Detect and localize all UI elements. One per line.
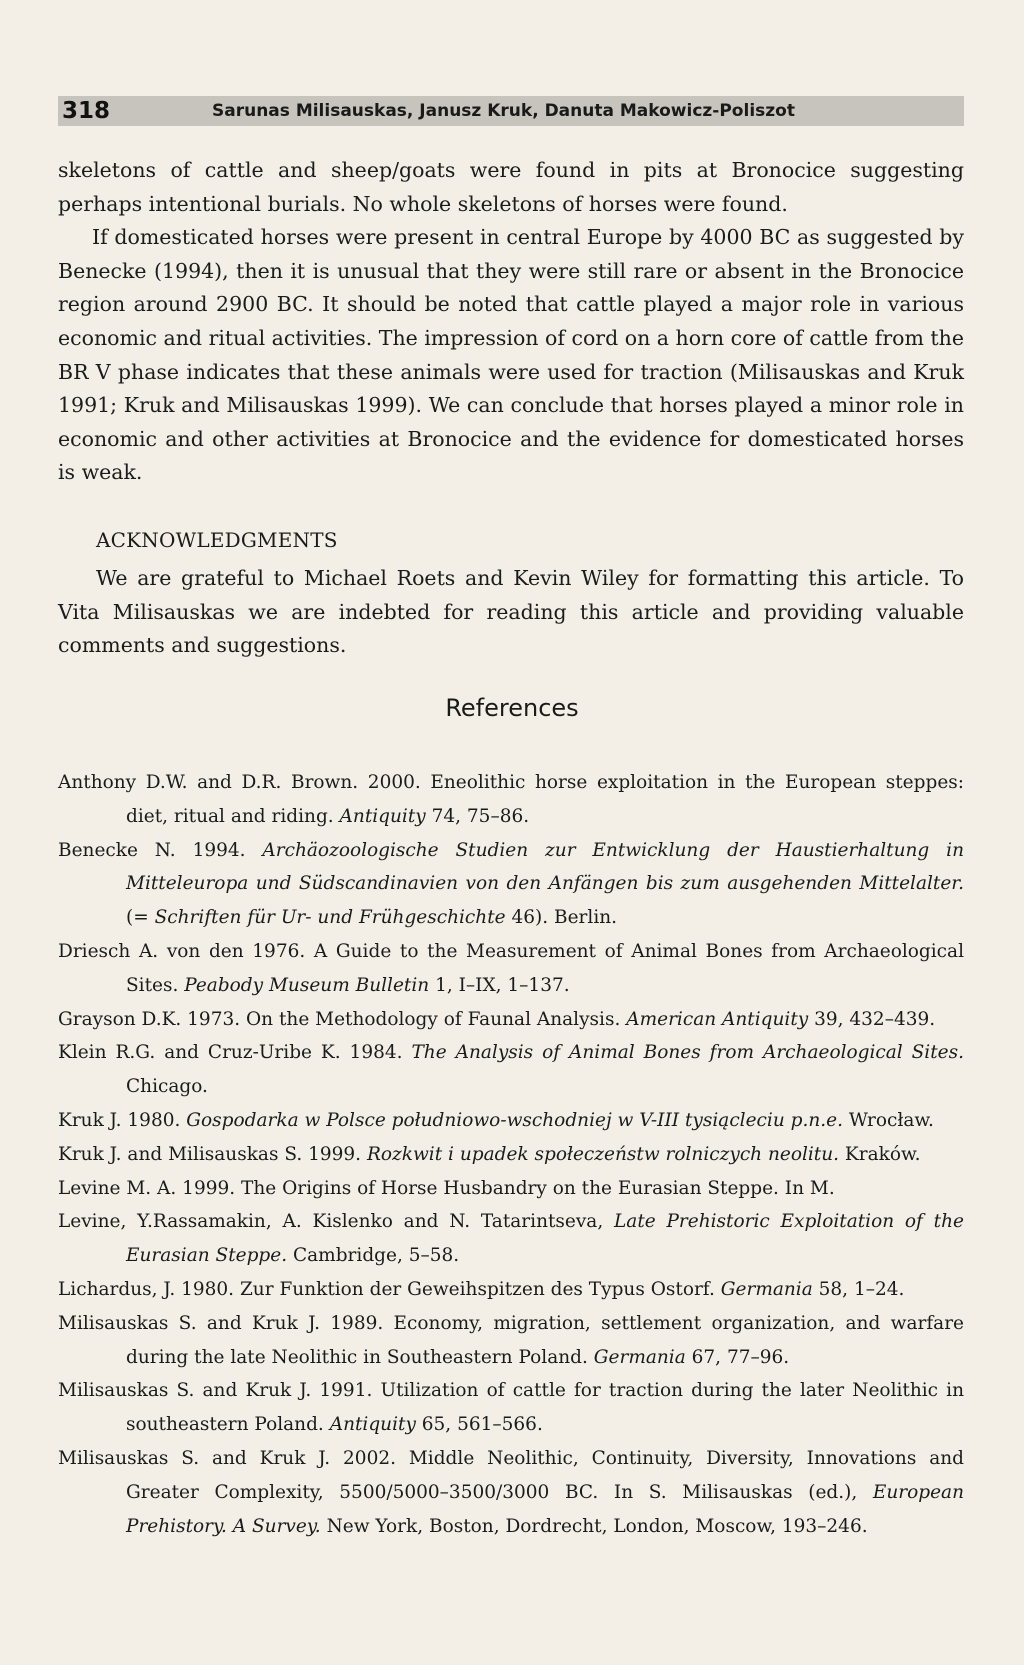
running-head-authors: Sarunas Milisauskas, Janusz Kruk, Danuta Makowicz-Poliszot bbox=[212, 101, 795, 121]
reference-item: Klein R.G. and Cruz-Uribe K. 1984. The Analysis of Animal Bones from Archaeological Sites. Chicago. bbox=[58, 1042, 964, 1098]
references-heading: References bbox=[445, 694, 579, 722]
reference-item: Kruk J. 1980. Gospodarka w Polsce południowo-wschodniej w V-III tysiącleciu p.n.e. Wrocław. bbox=[58, 1109, 934, 1131]
acknowledgments-heading: ACKNOWLEDGMENTS bbox=[96, 528, 338, 552]
references-list bbox=[58, 766, 964, 1543]
page-number: 318 bbox=[62, 98, 111, 124]
reference-item: Levine, Y.Rassamakin, A. Kislenko and N. Tatarintseva, Late Prehistoric Exploitation of the Eurasian Steppe. Cambridge, 5–58. bbox=[58, 1211, 964, 1267]
reference-item: Driesch A. von den 1976. A Guide to the Measurement of Animal Bones from Archaeological Sites. Peabody Museum Bulletin 1, I–IX, 1–137. bbox=[58, 940, 964, 996]
paragraph-1: skeletons of cattle and sheep/goats were found in pits at Bronocice suggesting perhaps intentional burials. No whole skeletons of horses were found. bbox=[58, 158, 964, 216]
reference-item: Kruk J. and Milisauskas S. 1999. Rozkwit i upadek społeczeństw rolniczych neolitu. Kraków. bbox=[58, 1143, 921, 1165]
reference-item: Grayson D.K. 1973. On the Methodology of Faunal Analysis. American Antiquity 39, 432–439. bbox=[58, 1008, 936, 1030]
running-head bbox=[58, 96, 964, 126]
reference-item: Milisauskas S. and Kruk J. 1991. Utilization of cattle for traction during the later Neolithic in southeastern Poland. Antiquity 65, 561–566. bbox=[58, 1380, 964, 1436]
reference-item: Lichardus, J. 1980. Zur Funktion der Geweihspitzen des Typus Ostorf. Germania 58, 1–24. bbox=[58, 1278, 905, 1300]
acknowledgments-text: We are grateful to Michael Roets and Kevin Wiley for formatting this article. To Vita Milisauskas we are indebted for reading this article and providing valuable comments and suggestions. bbox=[58, 566, 964, 658]
reference-item: Milisauskas S. and Kruk J. 2002. Middle Neolithic, Continuity, Diversity, Innovations and Greater Complexity, 5500/5000–3500/3000 BC. In S. Milisauskas (ed.), European Prehistory. A Survey. New York, Boston, Dordrecht, London, Moscow, 193–246. bbox=[58, 1447, 964, 1537]
reference-item: Anthony D.W. and D.R. Brown. 2000. Eneolithic horse exploitation in the European steppes: diet, ritual and riding. Antiquity 74, 75–86. bbox=[58, 772, 964, 827]
reference-item: Levine M. A. 1999. The Origins of Horse Husbandry on the Eurasian Steppe. In M. bbox=[58, 1177, 835, 1199]
paragraph-2: If domesticated horses were present in central Europe by 4000 BC as suggested by Benecke (1994), then it is unusual that they were still rare or absent in the Bronocice region around 2900 BC. It should be noted that cattle played a major role in various economic and ritual activities. The impression of cord on a horn core of cattle from the BR V phase indicates that these animals were used for traction (Milisauskas and Kruk 1991; Kruk and Milisauskas 1999). We can conclude that horses played a minor role in economic and other activities at Bronocice and the evidence for domesticated horses is weak. bbox=[58, 225, 964, 485]
reference-item: Benecke N. 1994. Archäozoologische Studien zur Entwicklung der Haustierhaltung in Mitteleuropa und Südscandinavien von den Anfängen bis zum ausgehenden Mittelalter. (= Schriften für Ur- und Frühgeschichte 46). Berlin. bbox=[58, 839, 964, 929]
body-text bbox=[58, 154, 964, 490]
reference-item: Milisauskas S. and Kruk J. 1989. Economy, migration, settlement organization, and warfare during the late Neolithic in Southeastern Poland. Germania 67, 77–96. bbox=[58, 1312, 964, 1368]
